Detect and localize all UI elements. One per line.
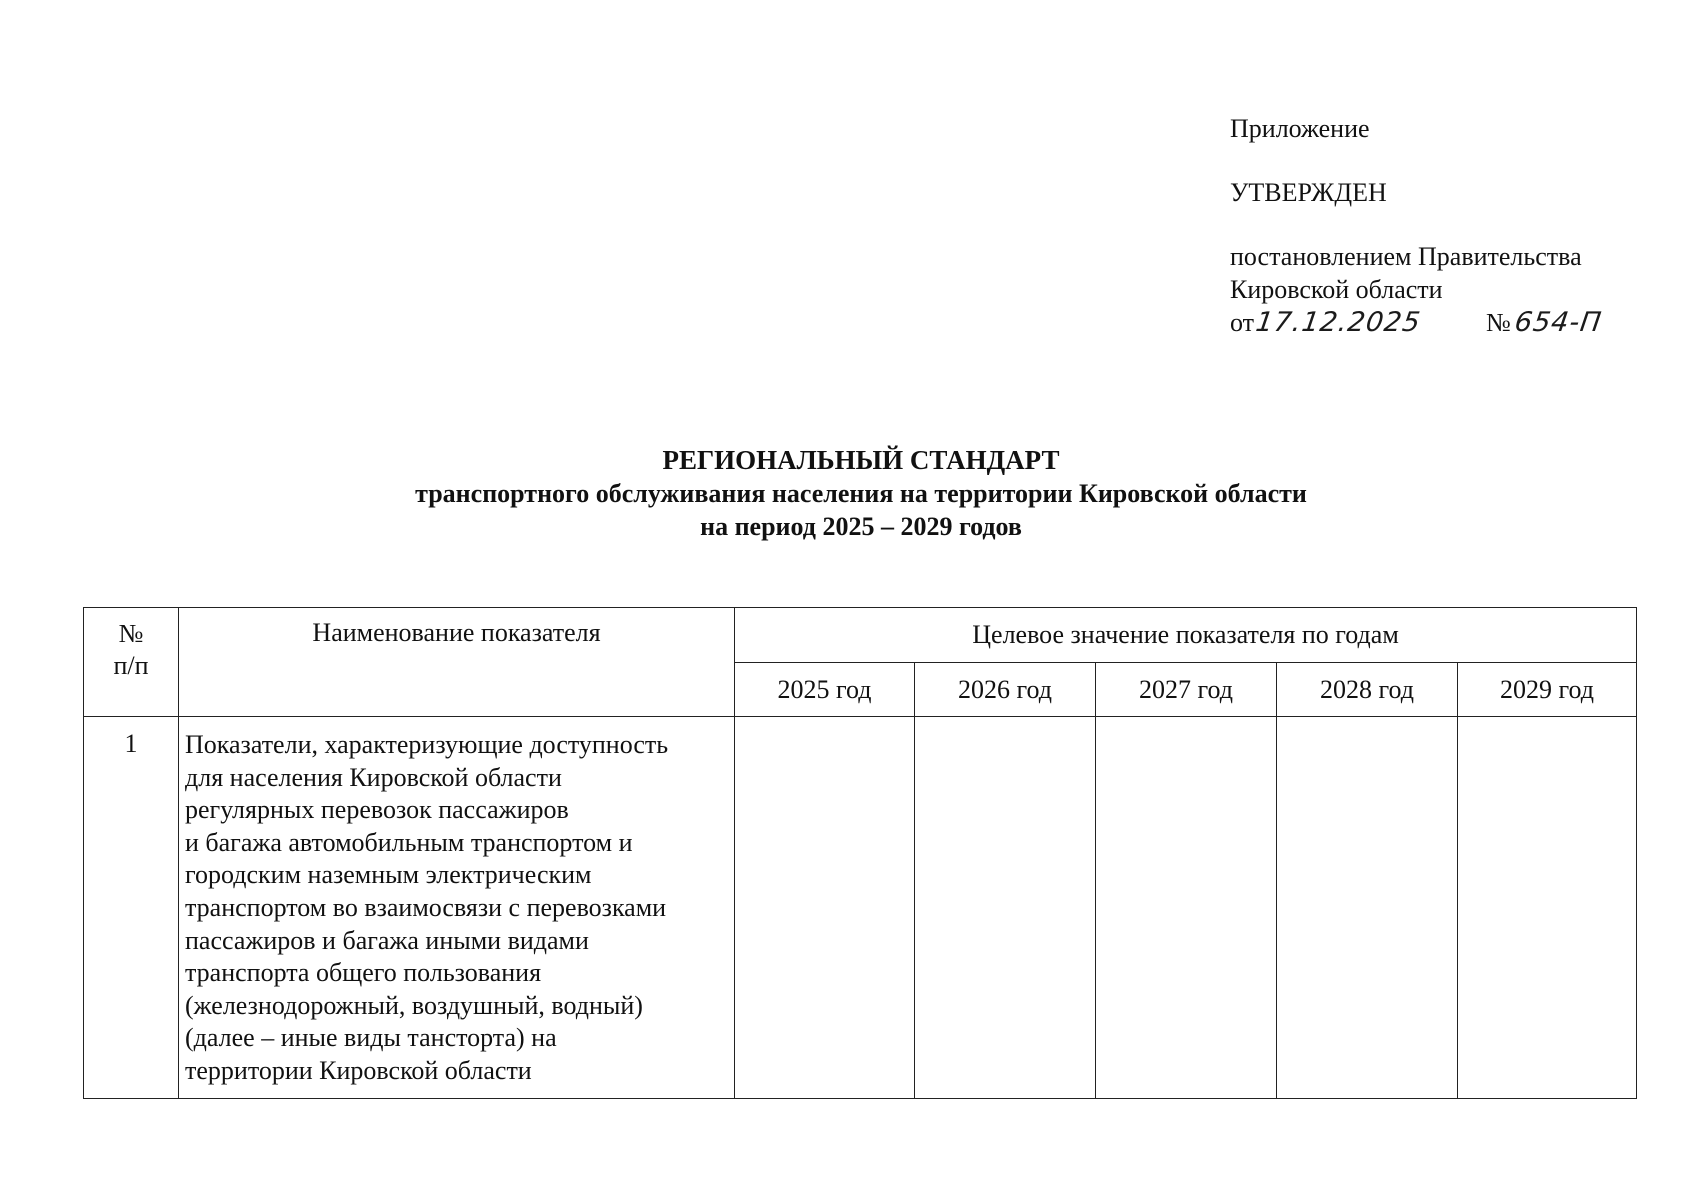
row-name-line: транспорта общего пользования: [185, 958, 542, 988]
header-year-2029: 2029 год: [1458, 663, 1637, 717]
header-name: Наименование показателя: [179, 608, 735, 717]
row-name-line: для населения Кировской области: [185, 762, 562, 792]
row-name-line: территории Кировской области: [185, 1055, 532, 1085]
row-name-line: пассажиров и багажа иными видами: [185, 925, 589, 955]
row-value-2028: [1277, 717, 1458, 1099]
table-header-row-1: [84, 608, 1637, 663]
date-number-line: [1230, 306, 1670, 339]
header-target: Целевое значение показателя по годам: [735, 608, 1637, 663]
row-name-line: транспортом во взаимосвязи с перевозками: [185, 892, 667, 922]
row-name: [179, 717, 735, 1099]
row-name-line: (далее – иные виды тансторта) на: [185, 1023, 557, 1053]
header-num-pp: п/п: [113, 651, 149, 680]
row-name-line: (железнодорожный, воздушный, водный): [185, 990, 643, 1020]
decree-line-2: Кировской области: [1230, 275, 1443, 304]
number-prefix: №: [1486, 308, 1511, 337]
handwritten-number: 654-П: [1512, 307, 1604, 338]
header-num: [84, 608, 179, 717]
row-value-2026: [915, 717, 1096, 1099]
row-name-line: Показатели, характеризующие доступность: [185, 730, 669, 759]
header-year-2026: 2026 год: [915, 663, 1096, 717]
header-year-2028: 2028 год: [1277, 663, 1458, 717]
row-name-line: городским наземным электрическим: [185, 860, 592, 890]
title-line-2: транспортного обслуживания населения на территории Кировской области: [415, 479, 1307, 508]
appendix-label: Приложение: [1230, 114, 1370, 143]
date-prefix: от: [1230, 308, 1255, 337]
row-name-line: и багажа автомобильным транспортом и: [185, 827, 633, 857]
table-row: [84, 717, 1637, 1099]
decree-line-1: постановлением Правительства: [1230, 242, 1582, 271]
approved-label: УТВЕРЖДЕН: [1230, 178, 1387, 207]
title-line-3: на период 2025 – 2029 годов: [700, 512, 1022, 541]
row-value-2029: [1458, 717, 1637, 1099]
row-value-2027: [1096, 717, 1277, 1099]
row-num: 1: [84, 717, 179, 1099]
title-line-1: РЕГИОНАЛЬНЫЙ СТАНДАРТ: [662, 445, 1060, 475]
document-title: [0, 444, 1690, 543]
header-year-2025: 2025 год: [735, 663, 915, 717]
indicator-table: [83, 607, 1637, 1099]
header-year-2027: 2027 год: [1096, 663, 1277, 717]
header-num-sign: №: [118, 619, 144, 648]
row-name-line: регулярных перевозок пассажиров: [185, 795, 569, 825]
handwritten-date: 17.12.2025: [1253, 307, 1423, 338]
approval-block: [1230, 112, 1670, 339]
row-value-2025: [735, 717, 915, 1099]
